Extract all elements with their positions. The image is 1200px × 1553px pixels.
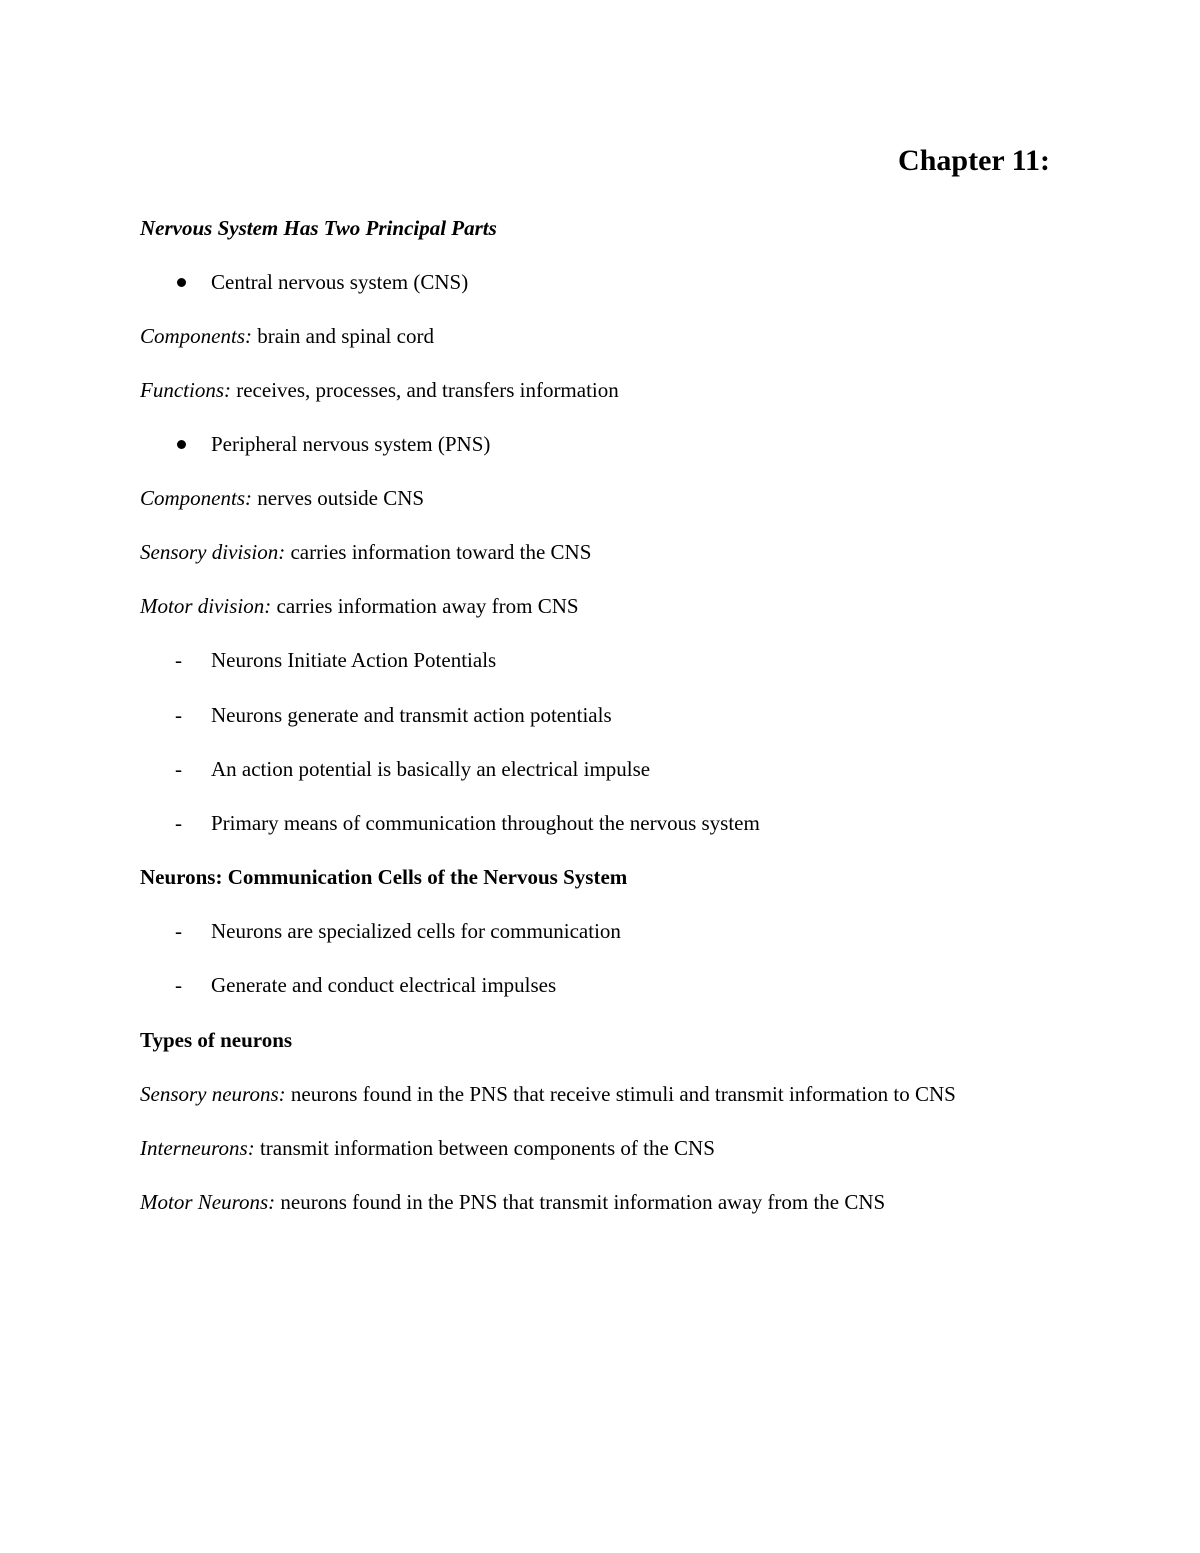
dash-list-item	[175, 809, 760, 837]
chapter-title: Chapter 11:	[898, 144, 1050, 177]
bullet-text: Peripheral nervous system (PNS)	[211, 432, 491, 456]
motor-division-line	[140, 592, 579, 620]
dash-marker: -	[175, 973, 182, 997]
section-heading-communication-cells: Neurons: Communication Cells of the Nervous System	[140, 865, 628, 889]
dash-item-text: Neurons are specialized cells for communication	[211, 919, 621, 943]
bullet-item-pns	[175, 430, 490, 458]
dash-item-text: Generate and conduct electrical impulses	[211, 973, 557, 997]
section-heading-principal-parts: Nervous System Has Two Principal Parts	[140, 216, 497, 240]
cns-functions-line	[140, 376, 619, 404]
dash-list-item	[175, 701, 612, 729]
cns-components-label: Components:	[140, 324, 252, 348]
bullet-item-cns	[175, 268, 468, 296]
dash-marker: -	[175, 648, 182, 672]
cns-functions-label: Functions:	[140, 378, 231, 402]
dash-marker: -	[175, 811, 182, 835]
interneurons-label: Interneurons:	[140, 1136, 255, 1160]
interneurons-text: transmit information between components of the CNS	[254, 1136, 715, 1160]
bullet-icon	[177, 440, 186, 449]
sensory-division-text: carries information toward the CNS	[285, 540, 592, 564]
motor-neurons-text: neurons found in the PNS that transmit information away from the CNS	[275, 1190, 886, 1214]
dash-item-text: An action potential is basically an electrical impulse	[211, 757, 651, 781]
sensory-neurons-line	[140, 1080, 956, 1108]
bullet-icon	[177, 278, 186, 287]
cns-components-line	[140, 322, 434, 350]
pns-components-label: Components:	[140, 486, 252, 510]
sensory-division-line	[140, 538, 591, 566]
cns-functions-text: receives, processes, and transfers information	[230, 378, 619, 402]
motor-division-label: Motor division:	[140, 594, 272, 618]
dash-list-item	[175, 755, 650, 783]
cns-components-text: brain and spinal cord	[252, 324, 434, 348]
sensory-neurons-text: neurons found in the PNS that receive stimuli and transmit information to CNS	[285, 1082, 956, 1106]
motor-division-text: carries information away from CNS	[271, 594, 579, 618]
motor-neurons-line	[140, 1188, 885, 1216]
dash-item-text: Neurons generate and transmit action potentials	[211, 703, 612, 727]
dash-list-item	[175, 971, 556, 999]
pns-components-text: nerves outside CNS	[252, 486, 425, 510]
section-heading-types-of-neurons: Types of neurons	[140, 1028, 293, 1052]
interneurons-line	[140, 1134, 715, 1162]
dash-marker: -	[175, 757, 182, 781]
dash-marker: -	[175, 919, 182, 943]
dash-item-text: Neurons Initiate Action Potentials	[211, 648, 497, 672]
dash-item-text: Primary means of communication throughout the nervous system	[211, 811, 760, 835]
sensory-neurons-label: Sensory neurons:	[140, 1082, 286, 1106]
pns-components-line	[140, 484, 424, 512]
motor-neurons-label: Motor Neurons:	[140, 1190, 276, 1214]
dash-marker: -	[175, 703, 182, 727]
dash-list-item	[175, 917, 621, 945]
dash-list-item	[175, 646, 496, 674]
sensory-division-label: Sensory division:	[140, 540, 286, 564]
bullet-text: Central nervous system (CNS)	[211, 270, 469, 294]
